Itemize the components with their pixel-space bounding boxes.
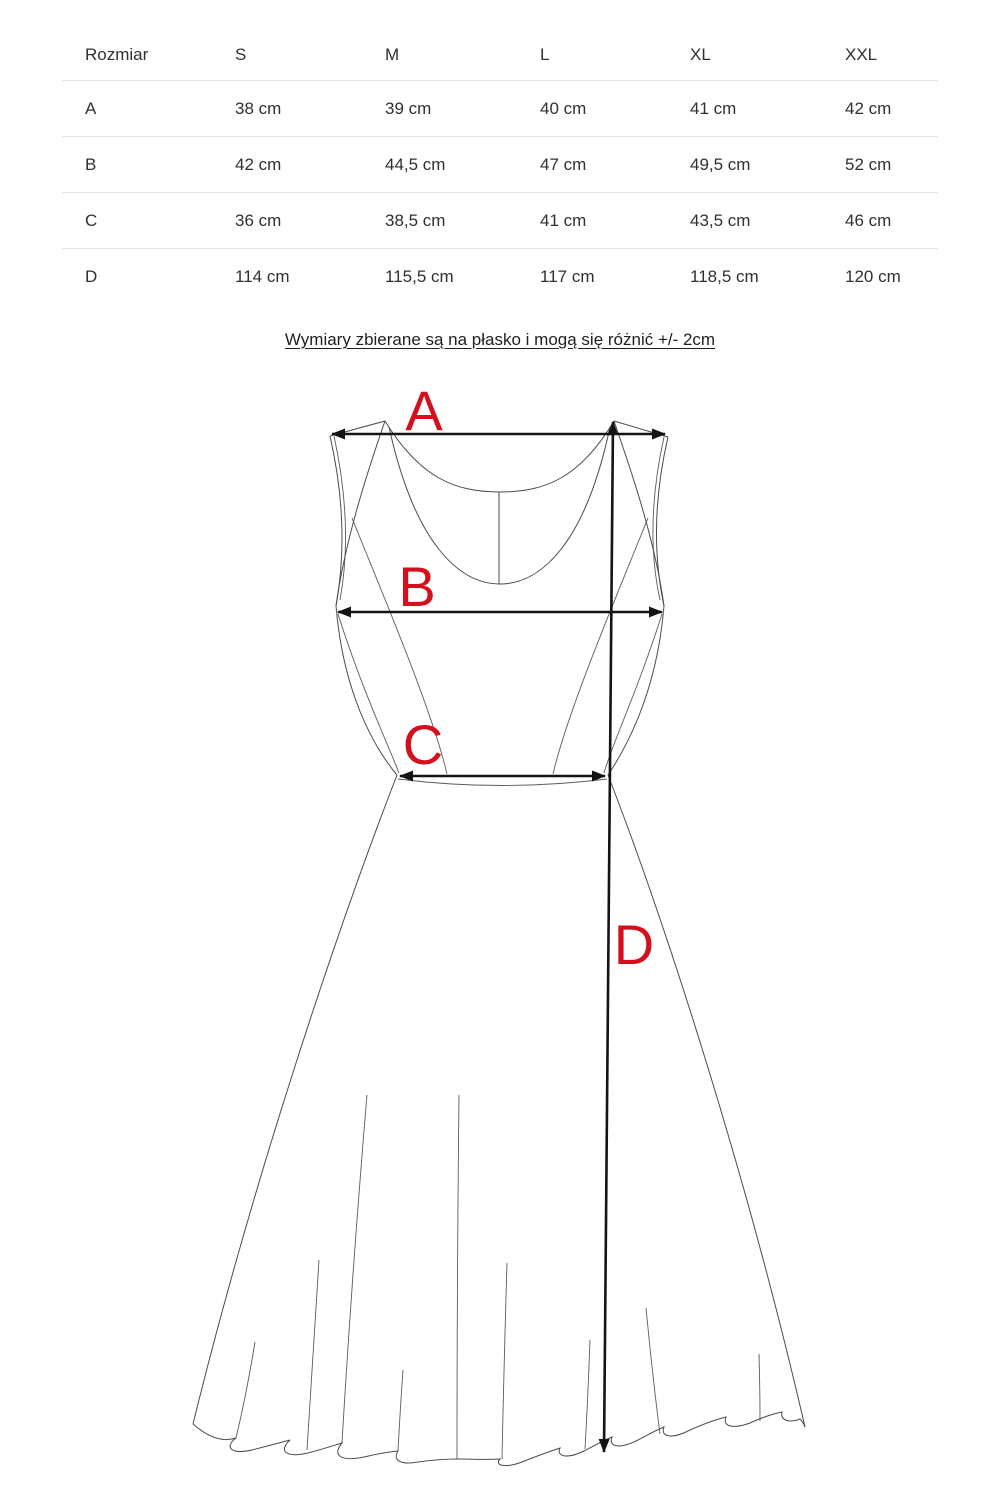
row-label: A bbox=[62, 81, 235, 137]
size-value: 36 cm bbox=[235, 193, 385, 249]
row-label: C bbox=[62, 193, 235, 249]
label-b: B bbox=[398, 555, 436, 618]
dress-outline bbox=[193, 421, 805, 1466]
size-value: 46 cm bbox=[845, 193, 938, 249]
size-value: 44,5 cm bbox=[385, 137, 540, 193]
size-value: 39 cm bbox=[385, 81, 540, 137]
label-c: C bbox=[402, 713, 444, 776]
skirt-fold-lines bbox=[236, 1095, 760, 1459]
size-value: 38,5 cm bbox=[385, 193, 540, 249]
header-cell-rozmiar: Rozmiar bbox=[85, 45, 149, 64]
size-value: 49,5 cm bbox=[690, 137, 845, 193]
row-label: D bbox=[62, 249, 235, 305]
header-cell-m: M bbox=[385, 45, 400, 64]
size-value: 43,5 cm bbox=[690, 193, 845, 249]
size-value: 41 cm bbox=[690, 81, 845, 137]
measurement-labels bbox=[398, 379, 654, 976]
size-value: 41 cm bbox=[540, 193, 690, 249]
size-value: 114 cm bbox=[235, 249, 385, 305]
size-value: 38 cm bbox=[235, 81, 385, 137]
size-value: 117 cm bbox=[540, 249, 690, 305]
label-d: D bbox=[613, 913, 655, 976]
size-value: 120 cm bbox=[845, 249, 938, 305]
header-cell-s: S bbox=[235, 45, 247, 64]
arrow-d-length bbox=[604, 422, 613, 1452]
header-cell-xl: XL bbox=[690, 45, 711, 64]
size-value: 115,5 cm bbox=[385, 249, 540, 305]
size-value: 47 cm bbox=[540, 137, 690, 193]
measurement-note: Wymiary zbierane są na płasko i mogą się różnić +/- 2cm bbox=[284, 330, 716, 349]
label-a: A bbox=[405, 379, 443, 442]
size-value: 42 cm bbox=[235, 137, 385, 193]
size-value: 118,5 cm bbox=[690, 249, 845, 305]
size-value: 52 cm bbox=[845, 137, 938, 193]
row-label: B bbox=[62, 137, 235, 193]
size-value: 40 cm bbox=[540, 81, 690, 137]
header-cell-xxl: XXL bbox=[845, 45, 878, 64]
size-value: 42 cm bbox=[845, 81, 938, 137]
header-cell-l: L bbox=[540, 45, 550, 64]
